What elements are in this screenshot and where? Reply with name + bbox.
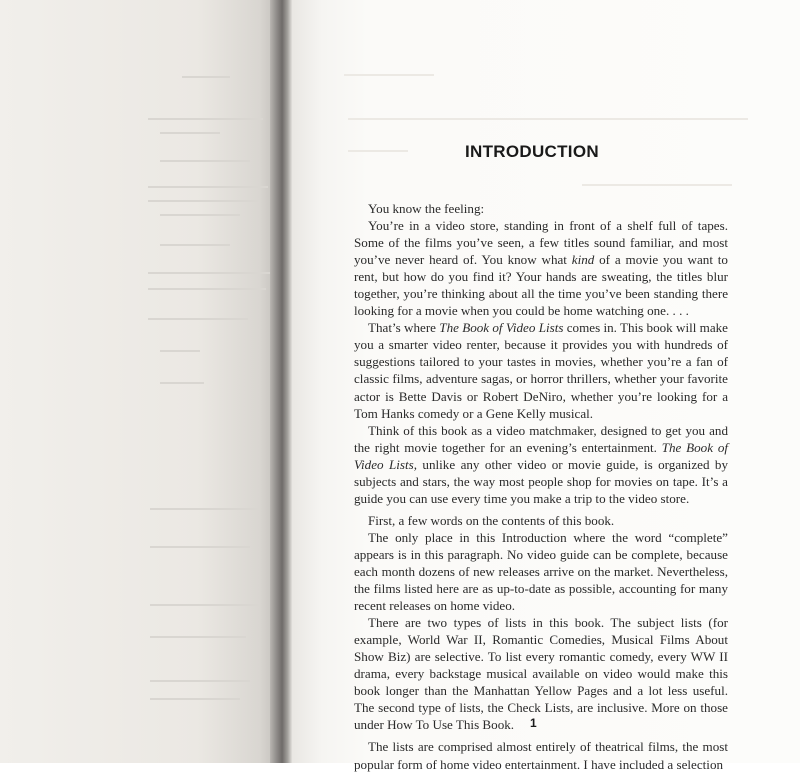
- paragraph: [354, 200, 728, 217]
- paragraph: [354, 512, 728, 529]
- body-text: [354, 200, 728, 773]
- text-run: You’re in a video store, standing in front of a shelf full of tapes. Some of the films you’ve seen, a few titles sound familiar, and most you’ve never heard of. You know what: [354, 218, 728, 268]
- page-number: 1: [530, 716, 537, 730]
- page-title: INTRODUCTION: [465, 142, 599, 161]
- italic-text: The Book of Video Lists,: [354, 439, 729, 472]
- text-run: of a movie you want to rent, but how do you find it? Your hands are sweating, the titles blur together, you’re thinking about all the time you’ve been standing there looking for a movie when you could be home watching one. . . .: [354, 252, 728, 319]
- italic-text: The Book of Video Lists: [439, 320, 564, 336]
- text-run: The lists are comprised almost entirely of theatrical films, the most popular form of home video entertainment. I have included a selection: [354, 739, 728, 772]
- text-run: Think of this book as a video matchmaker, designed to get you and the right movie together for an evening’s entertainment.: [354, 422, 728, 455]
- text-run: The only place in this Introduction where the word “complete” appears is in this paragraph. No video guide can be complete, because each month dozens of new releases arrive on the market. Nevertheless, the films listed here are as up-to-date as possible, accounting for many recent releases on home video.: [354, 529, 728, 614]
- paragraph: [354, 529, 728, 614]
- text-run: You know the feeling:: [368, 201, 485, 216]
- italic-text: kind: [571, 252, 595, 268]
- paragraph: [354, 614, 728, 733]
- text-run: That’s where: [368, 320, 440, 336]
- text-run: comes in. This book will make you a smarter video renter, because it provides you with hundreds of suggestions tailored to your tastes in movies, whether you’re a fan of classic films, adventure sagas, or horror thrillers, whether your favorite actor is Bette Davis or Robert DeNiro, whether you’re looking for a Tom Hanks comedy or a Gene Kelly musical.: [354, 320, 728, 421]
- text-run: unlike any other video or movie guide, is organized by subjects and stars, the way most people shop for movies on tape. It’s a guide you can use every time you make a trip to the video store.: [354, 456, 728, 506]
- book-gutter: [270, 0, 292, 763]
- paragraph: [354, 422, 728, 507]
- paragraph: [354, 738, 728, 772]
- paragraph: [354, 217, 728, 319]
- paragraph: [354, 319, 728, 421]
- text-run: There are two types of lists in this book. The subject lists (for example, World War II, Romantic Comedies, Musical Films About Show Biz) are selective. To list every romantic comedy, every WW II drama, every backstage musical available on video would make this book longer than the Manhattan Yellow Pages and a lot less useful. The second type of lists, the Check Lists, are inclusive. More on those under How To Use This Book.: [354, 615, 728, 733]
- text-run: First, a few words on the contents of this book.: [368, 512, 615, 528]
- left-page: [0, 0, 282, 763]
